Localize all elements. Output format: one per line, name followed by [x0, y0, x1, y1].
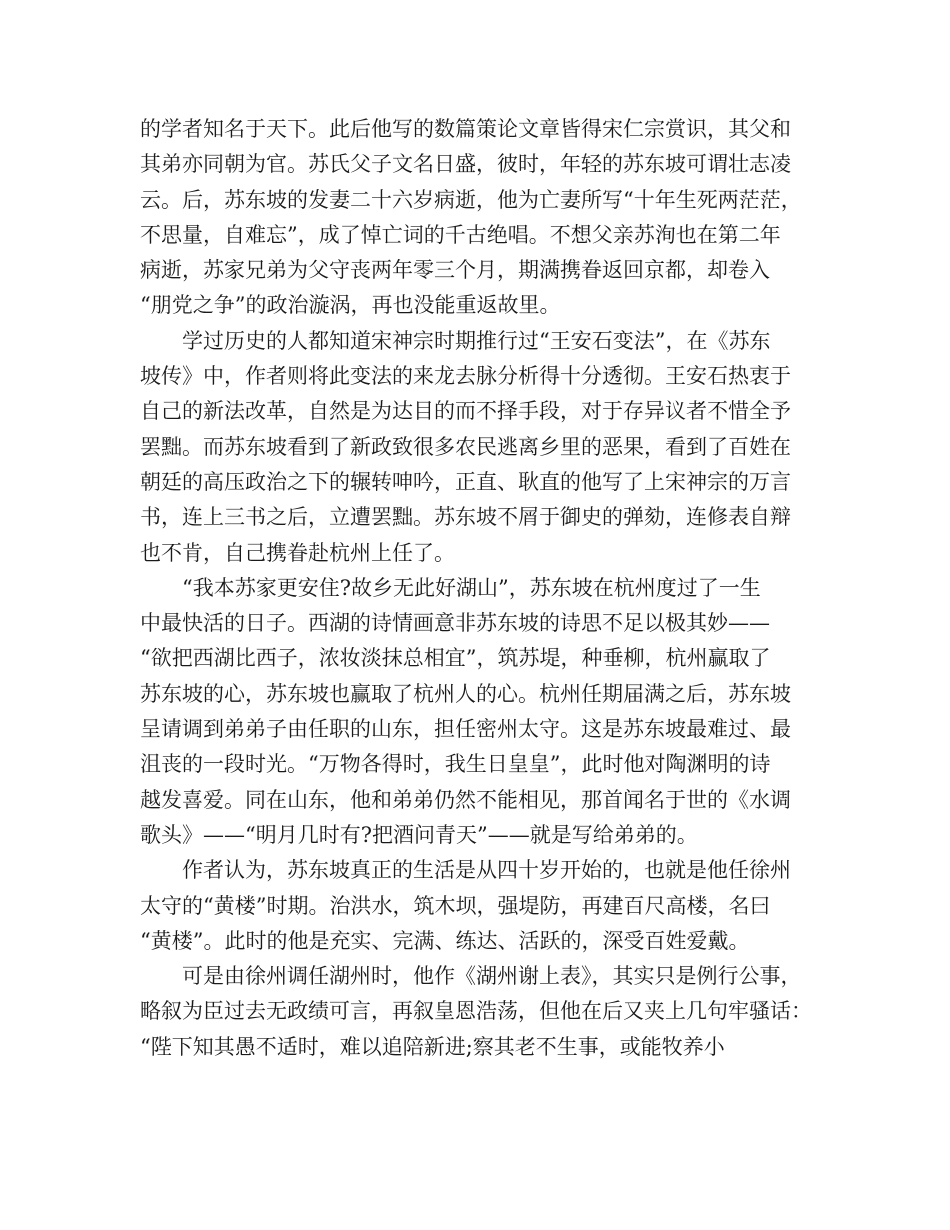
text-line: 呈请调到弟弟子由任职的山东，担任密州太守。这是苏东坡最难过、最 [140, 717, 791, 742]
text-line: 也不肯，自己携眷赴杭州上任了。 [140, 540, 455, 565]
paragraph-first-line: 学过历史的人都知道宋神宗时期推行过“王安石变法”，在《苏东 [182, 328, 771, 353]
text-line: 越发喜爱。同在山东，他和弟弟仍然不能相见，那首闻名于世的《水调 [140, 787, 791, 812]
paragraph-first-line: 作者认为，苏东坡真正的生活是从四十岁开始的，也就是他任徐州 [182, 858, 791, 883]
text-line: 坡传》中，作者则将此变法的来龙去脉分析得十分透彻。王安石热衷于 [140, 364, 791, 389]
text-line: 书，连上三书之后，立遭罢黜。苏东坡不屑于御史的弹劾，连修表自辩 [140, 505, 791, 530]
text-line: 中最快活的日子。西湖的诗情画意非苏东坡的诗思不足以极其妙—— [140, 611, 770, 636]
text-line: “欲把西湖比西子，浓妆淡抹总相宜”，筑苏堤，种垂柳，杭州赢取了 [140, 646, 771, 671]
text-line: 太守的“黄楼”时期。治洪水，筑木坝，强堤防，再建百尺高楼，名曰 [140, 893, 771, 918]
text-line: 略叙为臣过去无政绩可言，再叙皇恩浩荡，但他在后又夹上几句牢骚话： [140, 999, 812, 1024]
text-line: 苏东坡的心，苏东坡也赢取了杭州人的心。杭州任期届满之后，苏东坡 [140, 681, 791, 706]
text-line: “朋党之争”的政治漩涡，再也没能重返故里。 [140, 293, 561, 318]
text-line: “陛下知其愚不适时，难以追陪新进;察其老不生事，或能牧养小 [140, 1034, 725, 1059]
text-line: 歌头》——“明月几时有?把酒问青天”——就是写给弟弟的。 [140, 822, 698, 847]
text-line: 云。后，苏东坡的发妻二十六岁病逝，他为亡妻所写“十年生死两茫茫， [140, 187, 802, 212]
text-line: 罢黜。而苏东坡看到了新政致很多农民逃离乡里的恶果，看到了百姓在 [140, 434, 791, 459]
text-line: 病逝，苏家兄弟为父守丧两年零三个月，期满携眷返回京都，却卷入 [140, 258, 770, 283]
text-line: 其弟亦同朝为官。苏氏父子文名日盛，彼时，年轻的苏东坡可谓壮志凌 [140, 152, 791, 177]
paragraph-first-line: 可是由徐州调任湖州时，他作《湖州谢上表》，其实只是例行公事， [182, 964, 802, 989]
text-line: “黄楼”。此时的他是充实、完满、练达、活跃的，深受百姓爱戴。 [140, 928, 750, 953]
text-line: 沮丧的一段时光。“万物各得时，我生日皇皇”，此时他对陶渊明的诗 [140, 752, 771, 777]
text-line: 自己的新法改革，自然是为达目的而不择手段，对于存异议者不惜全予 [140, 399, 791, 424]
text-line: 朝廷的高压政治之下的辗转呻吟，正直、耿直的他写了上宋神宗的万言 [140, 469, 791, 494]
paragraph-first-line: “我本苏家更安住?故乡无此好湖山”，苏东坡在杭州度过了一生 [182, 575, 761, 600]
text-line: 不思量，自难忘”，成了悼亡词的千古绝唱。不想父亲苏洵也在第二年 [140, 222, 781, 247]
body-text [140, 112, 820, 1065]
text-line: 的学者知名于天下。此后他写的数篇策论文章皆得宋仁宗赏识，其父和 [140, 117, 791, 141]
